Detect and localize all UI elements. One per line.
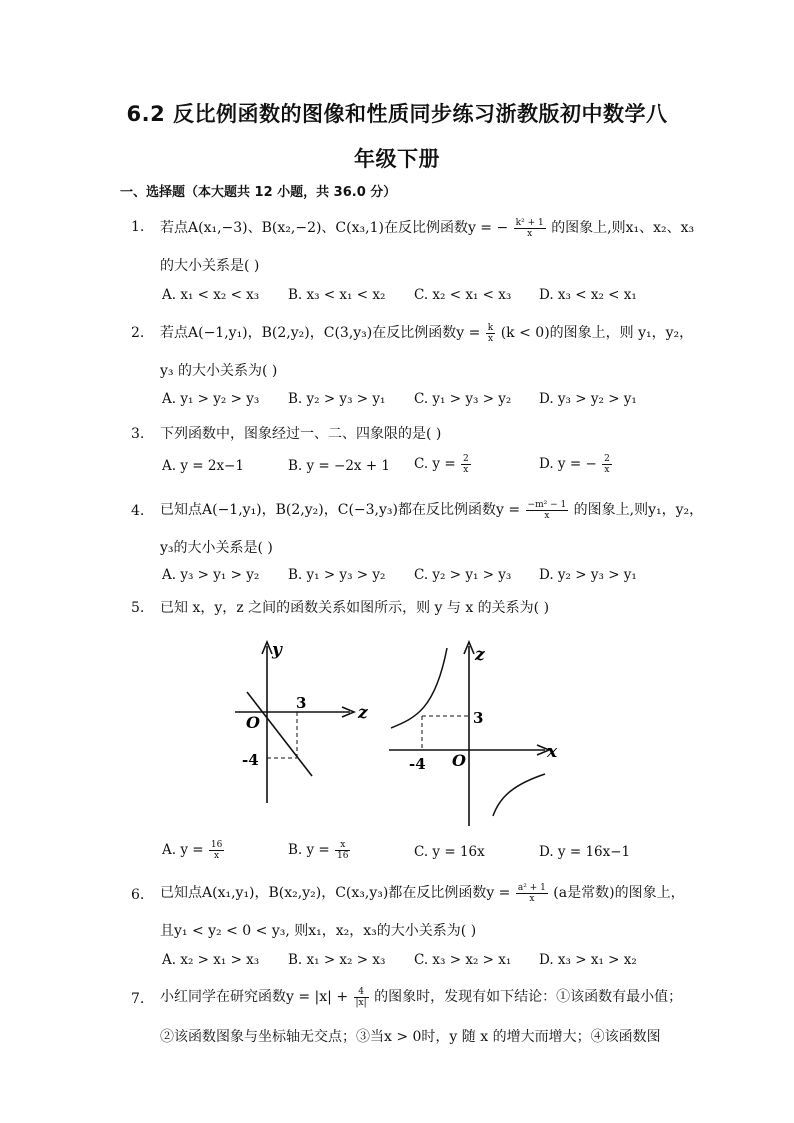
fraction — [354, 987, 369, 1008]
option-c[interactable]: C. y₁ > y₃ > y₂ — [414, 391, 512, 407]
option-b[interactable]: B. y₂ > y₃ > y₁ — [288, 391, 386, 407]
fraction — [461, 454, 471, 475]
graph-z-vs-x — [385, 638, 560, 828]
option-b[interactable]: B. x₃ < x₁ < x₂ — [288, 287, 386, 303]
question-number: 1. — [131, 219, 145, 235]
fraction — [486, 323, 495, 344]
fraction-denominator: 16 — [337, 851, 349, 861]
fraction — [516, 883, 548, 904]
question-text — [160, 322, 693, 344]
origin-label: O — [452, 751, 466, 770]
fraction-denominator: x — [604, 465, 610, 475]
option-c[interactable] — [414, 454, 472, 475]
option-a[interactable]: A. x₂ > x₁ > x₃ — [162, 952, 260, 968]
option-b[interactable]: B. y = −2x + 1 — [288, 458, 391, 474]
hyperbola-branch — [493, 774, 545, 816]
option-c[interactable]: C. x₃ > x₂ > x₁ — [414, 952, 512, 968]
tick-label: -4 — [242, 751, 259, 769]
origin-label: O — [246, 713, 260, 732]
axis-label-z: z — [475, 645, 485, 665]
option-a[interactable]: A. y = 2x−1 — [162, 458, 244, 474]
question-text — [160, 986, 682, 1008]
question-text — [160, 217, 694, 239]
question-number: 6. — [131, 887, 145, 903]
fraction-denominator: x — [463, 465, 469, 475]
axis-label-z: z — [358, 703, 368, 723]
question-text-cont: y₃的大小关系是( ) — [160, 540, 273, 556]
option-d[interactable]: D. x₃ > x₁ > x₂ — [539, 952, 637, 968]
fraction-numerator: 2 — [462, 454, 469, 464]
question-text-part: 的图象上,则y₁，y₂， — [573, 502, 704, 518]
option-c[interactable]: C. y₂ > y₁ > y₃ — [414, 567, 512, 583]
question-text — [160, 882, 685, 904]
page-title-line2: 年级下册 — [354, 147, 440, 171]
section-heading: 一、选择题（本大题共 12 小题，共 36.0 分） — [120, 185, 397, 200]
option-a[interactable]: A. y₁ > y₂ > y₃ — [162, 391, 260, 407]
question-text-part: 若点A(x₁,−3)、B(x₂,−2)、C(x₃,1)在反比例函数y = − — [160, 220, 509, 236]
fraction — [526, 500, 569, 521]
option-d[interactable] — [539, 454, 613, 475]
fraction-numerator: k² + 1 — [515, 217, 544, 228]
question-text-part: (a是常数)的图象上， — [553, 885, 685, 901]
fraction-denominator: |x| — [355, 997, 367, 1008]
question-text-cont: ②该函数图象与坐标轴无交点；③当x > 0时，y 随 x 的增大而增大；④该函数图 — [160, 1029, 661, 1045]
fraction-numerator: k — [487, 322, 494, 333]
question-text: 下列函数中，图象经过一、二、四象限的是( ) — [160, 426, 442, 442]
question-text-part: 小红同学在研究函数y = |x| + — [160, 989, 349, 1005]
option-text: A. y = — [162, 842, 204, 858]
graph-y-vs-z — [230, 638, 380, 808]
option-b[interactable] — [288, 840, 351, 861]
question-text-part: (k < 0)的图象上，则 y₁，y₂， — [500, 325, 694, 341]
question-text-part: 的图象时，发现有如下结论：①该函数有最小值； — [374, 989, 683, 1005]
option-text: C. y = — [414, 456, 456, 472]
page-title-line1: 6.2 反比例函数的图像和性质同步练习浙教版初中数学八 — [126, 102, 668, 126]
tick-label: 3 — [473, 709, 484, 727]
option-text: D. y = − — [539, 456, 597, 472]
option-c[interactable]: C. x₂ < x₁ < x₃ — [414, 287, 512, 303]
question-number: 7. — [131, 991, 145, 1007]
option-text: B. y = — [288, 842, 330, 858]
fraction-numerator: −m² − 1 — [527, 499, 567, 510]
fraction-numerator: a² + 1 — [517, 882, 546, 893]
option-d[interactable]: D. y = 16x−1 — [539, 844, 631, 860]
fraction-numerator: x — [335, 840, 350, 851]
question-text: 已知 x，y，z 之间的函数关系如图所示，则 y 与 x 的关系为( ) — [160, 600, 550, 616]
question-text-cont: 的大小关系是( ) — [160, 258, 260, 274]
fraction-denominator: x — [527, 228, 533, 239]
question-text-part: 已知点A(x₁,y₁)，B(x₂,y₂)，C(x₃,y₃)都在反比例函数y = — [160, 885, 511, 901]
fraction-denominator: x — [544, 510, 550, 521]
option-a[interactable]: A. x₁ < x₂ < x₃ — [162, 287, 260, 303]
question-number: 2. — [131, 325, 145, 341]
fraction-numerator: 4 — [354, 987, 369, 998]
fraction-denominator: x — [529, 893, 535, 904]
fraction — [209, 840, 224, 861]
question-text — [160, 499, 703, 521]
question-number: 3. — [131, 426, 145, 442]
axis-label-x: x — [547, 742, 558, 762]
fraction-denominator: x — [214, 851, 220, 861]
option-c[interactable]: C. y = 16x — [414, 844, 485, 860]
question-text-part: 已知点A(−1,y₁)，B(2,y₂)，C(−3,y₃)都在反比例函数y = — [160, 502, 521, 518]
option-d[interactable]: D. y₃ > y₂ > y₁ — [539, 391, 637, 407]
fraction-numerator: 16 — [210, 840, 223, 850]
option-a[interactable]: A. y₃ > y₁ > y₂ — [162, 567, 260, 583]
question-text-cont: 且y₁ < y₂ < 0 < y₃, 则x₁，x₂，x₃的大小关系为( ) — [160, 923, 477, 939]
fraction — [335, 840, 350, 861]
question-text-cont: y₃ 的大小关系为( ) — [160, 363, 278, 379]
option-a[interactable] — [162, 840, 225, 861]
option-b[interactable]: B. y₁ > y₃ > y₂ — [288, 567, 386, 583]
tick-label: 3 — [296, 694, 307, 712]
question-text-part: 若点A(−1,y₁)，B(2,y₂)，C(3,y₃)在反比例函数y = — [160, 325, 481, 341]
question-number: 4. — [131, 503, 145, 519]
axis-label-y: y — [272, 640, 282, 660]
question-number: 5. — [131, 600, 145, 616]
option-d[interactable]: D. y₂ > y₃ > y₁ — [539, 567, 637, 583]
question-text-part: 的图象上,则x₁、x₂、x₃ — [551, 220, 695, 236]
option-b[interactable]: B. x₁ > x₂ > x₃ — [288, 952, 386, 968]
fraction — [514, 218, 546, 239]
tick-label: -4 — [409, 755, 426, 773]
fraction-numerator: 2 — [604, 454, 610, 464]
fraction-denominator: x — [487, 333, 494, 344]
option-d[interactable]: D. x₃ < x₂ < x₁ — [539, 287, 637, 303]
fraction — [602, 454, 612, 475]
